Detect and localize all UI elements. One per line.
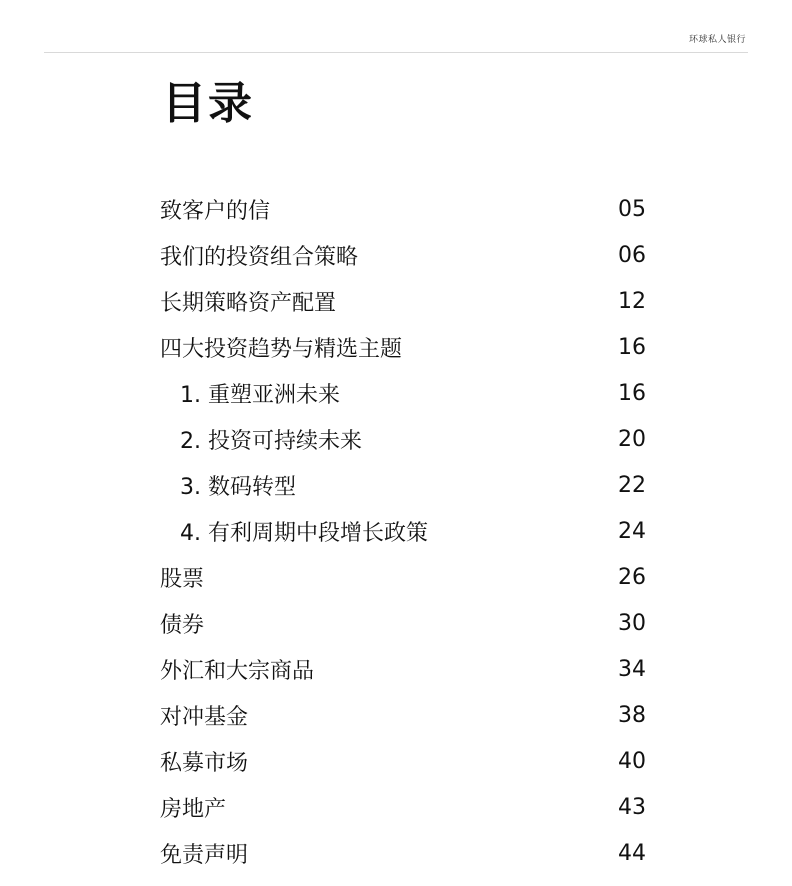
toc-entry-page: 16	[618, 380, 646, 406]
toc-entry-private-markets[interactable]	[160, 738, 646, 784]
toc-entry-page: 40	[618, 748, 646, 774]
toc-entry-label: 对冲基金	[160, 704, 249, 730]
toc-entry-equities[interactable]	[160, 554, 646, 600]
toc-entry-label: 房地产	[160, 796, 227, 822]
toc-entry-label: 3. 数码转型	[180, 474, 296, 500]
toc-entry-page: 12	[618, 288, 646, 314]
toc-entry-page: 05	[618, 196, 646, 222]
page-title: 目录	[162, 78, 254, 129]
toc-entry-label: 长期策略资产配置	[160, 290, 337, 316]
toc-subentry-midcycle-growth-policy[interactable]	[160, 508, 646, 554]
toc-entry-page: 38	[618, 702, 646, 728]
toc-entry-page: 44	[618, 840, 646, 866]
toc-entry-page: 24	[618, 518, 646, 544]
toc-entry-label: 股票	[160, 566, 205, 592]
table-of-contents	[160, 186, 646, 876]
toc-entry-label: 免责声明	[160, 842, 249, 868]
toc-entry-page: 34	[618, 656, 646, 682]
toc-entry-page: 06	[618, 242, 646, 268]
toc-entry-label: 私募市场	[160, 750, 249, 776]
toc-entry-portfolio-strategy[interactable]	[160, 232, 646, 278]
toc-entry-label: 致客户的信	[160, 198, 271, 224]
toc-entry-page: 26	[618, 564, 646, 590]
toc-entry-label: 1. 重塑亚洲未来	[180, 382, 340, 408]
toc-entry-page: 43	[618, 794, 646, 820]
toc-entry-page: 16	[618, 334, 646, 360]
toc-entry-fx-commodities[interactable]	[160, 646, 646, 692]
toc-entry-page: 30	[618, 610, 646, 636]
header-brand: 环球私人银行	[688, 35, 746, 45]
toc-entry-page: 22	[618, 472, 646, 498]
toc-entry-bonds[interactable]	[160, 600, 646, 646]
toc-subentry-digital-transformation[interactable]	[160, 462, 646, 508]
toc-subentry-sustainable-future[interactable]	[160, 416, 646, 462]
toc-entry-label: 我们的投资组合策略	[160, 244, 359, 270]
header-divider	[44, 52, 748, 53]
toc-entry-label: 外汇和大宗商品	[160, 658, 315, 684]
toc-entry-long-term-allocation[interactable]	[160, 278, 646, 324]
toc-entry-label: 4. 有利周期中段增长政策	[180, 520, 428, 546]
toc-subentry-reshape-asia[interactable]	[160, 370, 646, 416]
toc-entry-real-estate[interactable]	[160, 784, 646, 830]
toc-entry-investment-trends[interactable]	[160, 324, 646, 370]
toc-entry-disclaimer[interactable]	[160, 830, 646, 876]
toc-entry-hedge-funds[interactable]	[160, 692, 646, 738]
toc-entry-letter-to-clients[interactable]	[160, 186, 646, 232]
toc-entry-label: 债券	[160, 612, 205, 638]
toc-entry-label: 四大投资趋势与精选主题	[160, 336, 403, 362]
toc-entry-page: 20	[618, 426, 646, 452]
toc-entry-label: 2. 投资可持续未来	[180, 428, 362, 454]
